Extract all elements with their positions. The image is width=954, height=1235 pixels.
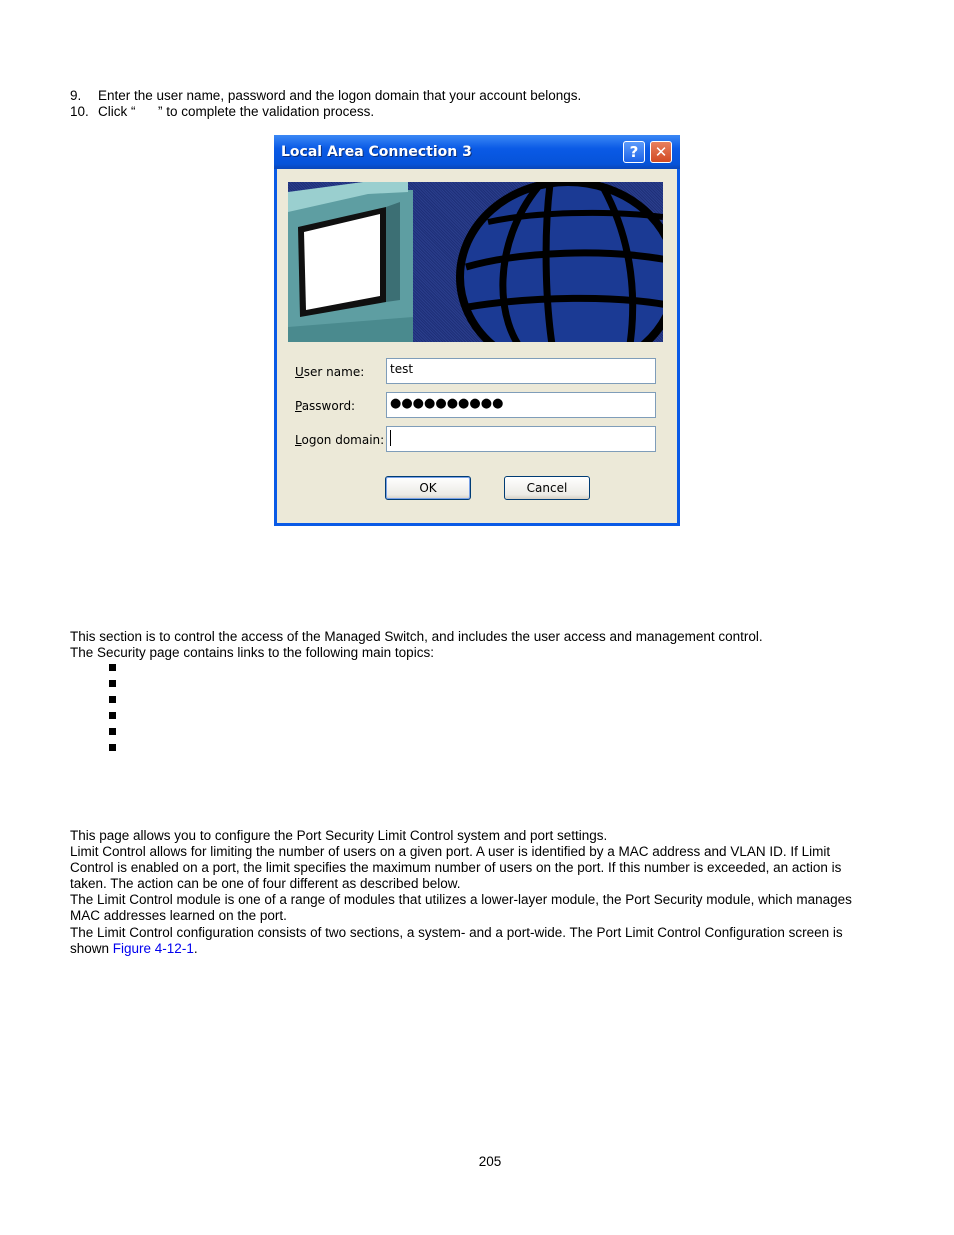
period: . [193,941,198,956]
list-bullet [109,728,116,735]
dialog-titlebar [274,135,680,169]
list-bullet [109,712,116,719]
dialog-title: Local Area Connection 3 [281,144,472,160]
help-icon: ? [629,143,639,161]
password-label [295,399,355,413]
username-input[interactable] [386,358,656,384]
password-label-text: assword: [301,399,356,413]
list-bullet [109,664,116,671]
monitor-globe-illustration [288,182,663,342]
step-number: 10. [70,104,89,119]
help-button[interactable] [623,141,645,163]
password-value: ●●●●●●●●●● [390,396,504,411]
limit-paragraph-4: taken. The action can be one of four different as described below. [70,876,461,891]
limit-paragraph-2: Limit Control allows for limiting the number of users on a given port. A user is identified by a MAC address and VLAN ID. If Limit [70,844,831,859]
domain-access-key: L [295,433,302,447]
limit-paragraph-6: MAC addresses learned on the port. [70,908,287,923]
password-input[interactable] [386,392,656,418]
limit-paragraph-5: The Limit Control module is one of a range of modules that utilizes a lower-layer module, the Port Security module, which manages [70,892,852,907]
logon-domain-label [295,433,384,447]
limit-paragraph-7: The Limit Control configuration consists of two sections, a system- and a port-wide. The Port Limit Control Configuration screen is [70,925,843,940]
logon-dialog [274,135,680,526]
username-label [295,365,364,379]
figure-link[interactable]: Figure 4-12-1 [112,941,194,956]
text-caret [390,430,391,446]
shown-prefix: shown [70,941,113,956]
password-access-key: P [295,399,302,413]
ok-button[interactable]: OK [385,476,471,500]
step-text: Enter the user name, password and the logon domain that your account belongs. [98,88,582,103]
list-bullet [109,696,116,703]
username-value: test [390,362,414,376]
username-access-key: U [295,365,304,379]
limit-paragraph-8 [70,941,198,957]
step-number: 9. [70,88,82,103]
list-bullet [109,680,116,687]
close-button[interactable] [650,141,672,163]
limit-paragraph-3: Control is enabled on a port, the limit specifies the maximum number of users on the port. If this number is exceeded, an action is [70,860,842,875]
list-bullet [109,744,116,751]
logon-domain-input[interactable] [386,426,656,452]
limit-paragraph-1: This page allows you to configure the Port Security Limit Control system and port settings. [70,828,608,843]
close-icon: ✕ [654,143,668,161]
page-number: 205 [478,1154,502,1169]
security-intro-2: The Security page contains links to the following main topics: [70,645,434,660]
step-text: Click “ ” to complete the validation process. [98,104,375,119]
dialog-client-area [277,169,677,523]
security-intro-1: This section is to control the access of the Managed Switch, and includes the user access and management control. [70,629,763,644]
username-label-text: ser name: [303,365,365,379]
network-banner-image [288,182,663,342]
domain-label-text: ogon domain: [301,433,385,447]
cancel-button[interactable]: Cancel [504,476,590,500]
